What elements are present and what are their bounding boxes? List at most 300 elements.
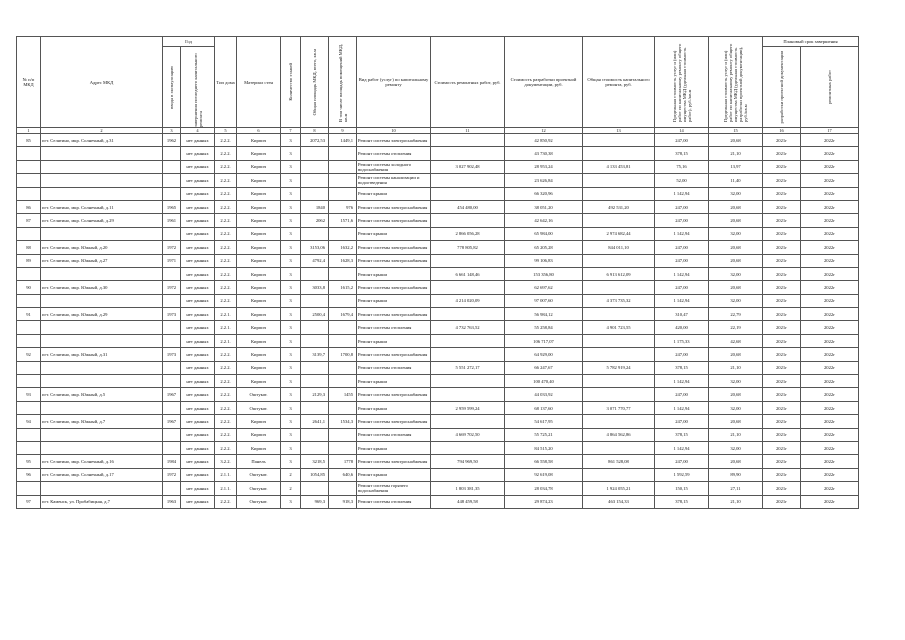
cost-total-cell: 6 913 612,09 (583, 267, 655, 280)
term-work-cell: 2022г (801, 214, 859, 227)
area-living-cell: 1615,2 (329, 281, 357, 294)
row-number-cell (17, 401, 41, 414)
work-type-cell: Ремонт системы холодного водоснабжения (357, 160, 431, 173)
cost-work-cell: 6 661 148,46 (431, 267, 505, 280)
limit-unit-design-cell: 32,00 (709, 187, 763, 200)
limit-unit-work-cell: 378,15 (655, 428, 709, 441)
wall-material-cell: Кирпич (237, 348, 281, 361)
cost-work-cell (431, 415, 505, 428)
cost-design-cell: 100 470,40 (505, 375, 583, 388)
cost-total-cell (583, 415, 655, 428)
address-cell (41, 187, 163, 200)
limit-unit-design-cell: 20,68 (709, 254, 763, 267)
year-repair-cell: нет данных (181, 281, 215, 294)
wall-material-cell: Кирпич (237, 241, 281, 254)
wall-material-cell: Кирпич (237, 134, 281, 147)
work-type-cell: Ремонт системы отопления (357, 361, 431, 374)
row-number-cell (17, 361, 41, 374)
limit-unit-design-cell: 20,68 (709, 214, 763, 227)
area-living-cell (329, 482, 357, 495)
year-built-cell: 1971 (163, 254, 181, 267)
year-built-cell: 1962 (163, 134, 181, 147)
area-total-cell: 3139,7 (301, 348, 329, 361)
year-built-cell (163, 482, 181, 495)
cost-total-cell (583, 187, 655, 200)
limit-unit-design-cell: 22,79 (709, 308, 763, 321)
limit-unit-work-cell: 247,00 (655, 455, 709, 468)
row-number-cell (17, 267, 41, 280)
term-design-cell: 2021г (763, 134, 801, 147)
area-living-cell (329, 174, 357, 187)
work-type-cell: Ремонт системы электроснабжения (357, 241, 431, 254)
limit-unit-design-cell: 22,19 (709, 321, 763, 334)
floors-cell: 3 (281, 361, 301, 374)
cost-total-cell: 1 924 055,21 (583, 482, 655, 495)
limit-unit-design-cell: 21,10 (709, 361, 763, 374)
work-type-cell: Ремонт системы электроснабжения (357, 254, 431, 267)
wall-material-cell: Панель (237, 455, 281, 468)
term-work-cell: 2022г (801, 241, 859, 254)
limit-unit-design-cell: 13,97 (709, 160, 763, 173)
col-year-built-header: ввода в эксплуатацию (163, 47, 181, 128)
cost-work-cell: 4 732 763,52 (431, 321, 505, 334)
cost-total-cell: 3 071 770,77 (583, 401, 655, 414)
cost-total-cell (583, 254, 655, 267)
work-type-cell: Ремонт системы электроснабжения (357, 214, 431, 227)
address-cell (41, 482, 163, 495)
col-work-type-header: Вид работ (услуг) по капитальному ремонту (357, 37, 431, 128)
term-design-cell: 2021г (763, 455, 801, 468)
address-cell: пгт. Селятино, мкр. Южный, д.20 (41, 241, 163, 254)
cost-work-cell (431, 388, 505, 401)
year-built-cell (163, 147, 181, 160)
work-type-cell: Ремонт системы горячего водоснабжения (357, 482, 431, 495)
cost-design-cell: 65 984,00 (505, 227, 583, 240)
term-work-cell: 2022г (801, 160, 859, 173)
term-work-cell: 2022г (801, 361, 859, 374)
col-area-total-header: Общая площадь МКД, всего, кв.м (301, 37, 329, 128)
table-body (17, 134, 859, 509)
row-number-cell: 94 (17, 415, 41, 428)
year-built-cell (163, 361, 181, 374)
area-living-cell: 976 (329, 200, 357, 213)
term-work-cell: 2022г (801, 334, 859, 347)
year-repair-cell: нет данных (181, 214, 215, 227)
area-living-cell: 1700,8 (329, 348, 357, 361)
year-repair-cell: нет данных (181, 348, 215, 361)
cost-total-cell (583, 281, 655, 294)
house-type-cell: 2.2.2. (215, 361, 237, 374)
cost-work-cell (431, 468, 505, 481)
table-row (17, 455, 859, 468)
cost-design-cell: 62 697,62 (505, 281, 583, 294)
limit-unit-work-cell: 1 142,94 (655, 187, 709, 200)
address-cell (41, 401, 163, 414)
address-cell: пгт. Селятино, мкр. Южный, д.7 (41, 415, 163, 428)
area-living-cell (329, 294, 357, 307)
limit-unit-work-cell: 1 592,59 (655, 468, 709, 481)
limit-unit-work-cell: 1 142,94 (655, 441, 709, 454)
year-built-cell (163, 267, 181, 280)
year-built-cell (163, 441, 181, 454)
address-cell (41, 361, 163, 374)
floors-cell: 3 (281, 308, 301, 321)
house-type-cell: 2.2.2. (215, 254, 237, 267)
row-number-cell (17, 160, 41, 173)
wall-material-cell: Оштукат. (237, 495, 281, 508)
cost-design-cell: 99 106,83 (505, 254, 583, 267)
area-living-cell: 918,3 (329, 495, 357, 508)
house-type-cell: 2.2.2. (215, 441, 237, 454)
work-type-cell: Ремонт крыши (357, 441, 431, 454)
term-design-cell: 2021г (763, 495, 801, 508)
limit-unit-design-cell: 21,10 (709, 428, 763, 441)
floors-cell: 3 (281, 160, 301, 173)
column-number-cell: 10 (357, 128, 431, 134)
table-row (17, 254, 859, 267)
work-type-cell: Ремонт крыши (357, 294, 431, 307)
house-type-cell: 2.2.2. (215, 375, 237, 388)
limit-unit-work-cell: 52,00 (655, 174, 709, 187)
wall-material-cell: Кирпич (237, 227, 281, 240)
address-cell: пгт. Селятино, мкр. Южный, д.30 (41, 281, 163, 294)
area-total-cell: 2062 (301, 214, 329, 227)
table-row (17, 388, 859, 401)
address-cell: пгт. Селятино, мкр. Южный, д.27 (41, 254, 163, 267)
year-repair-cell: нет данных (181, 254, 215, 267)
area-living-cell (329, 441, 357, 454)
row-number-cell: 91 (17, 308, 41, 321)
area-living-cell (329, 321, 357, 334)
limit-unit-work-cell: 1 142,94 (655, 227, 709, 240)
address-cell: пгт. Селятино, мкр. Южный, д.5 (41, 388, 163, 401)
cost-total-cell (583, 174, 655, 187)
limit-unit-work-cell: 1 142,94 (655, 294, 709, 307)
area-total-cell (301, 482, 329, 495)
col-house-type-header: Тип дома (215, 37, 237, 128)
table-row (17, 200, 859, 213)
cost-total-cell (583, 388, 655, 401)
area-total-cell (301, 174, 329, 187)
house-type-cell: 2.1.1. (215, 482, 237, 495)
floors-cell: 3 (281, 187, 301, 200)
term-design-cell: 2021г (763, 468, 801, 481)
year-repair-cell: нет данных (181, 267, 215, 280)
floors-cell: 3 (281, 281, 301, 294)
area-total-cell (301, 441, 329, 454)
area-living-cell: 1628,3 (329, 254, 357, 267)
limit-unit-design-cell: 20,68 (709, 200, 763, 213)
limit-unit-work-cell: 1 142,94 (655, 267, 709, 280)
cost-design-cell: 65 205,28 (505, 241, 583, 254)
row-number-cell (17, 334, 41, 347)
cost-design-cell: 54 617,95 (505, 415, 583, 428)
year-built-cell: 1967 (163, 388, 181, 401)
cost-work-cell (431, 174, 505, 187)
area-living-cell (329, 147, 357, 160)
wall-material-cell: Кирпич (237, 415, 281, 428)
area-total-cell (301, 267, 329, 280)
house-type-cell: 2.2.1. (215, 334, 237, 347)
term-work-cell: 2022г (801, 174, 859, 187)
area-living-cell: 640,6 (329, 468, 357, 481)
year-repair-cell: нет данных (181, 334, 215, 347)
cost-design-cell: 28 034,78 (505, 482, 583, 495)
wall-material-cell: Кирпич (237, 267, 281, 280)
row-number-cell: 88 (17, 241, 41, 254)
cost-total-cell (583, 134, 655, 147)
capital-repair-table (16, 36, 859, 509)
year-built-cell (163, 334, 181, 347)
cost-work-cell: 2 866 056,28 (431, 227, 505, 240)
year-built-cell: 1961 (163, 214, 181, 227)
area-total-cell (301, 147, 329, 160)
cost-work-cell (431, 348, 505, 361)
cost-work-cell: 5 551 272,17 (431, 361, 505, 374)
address-cell: пгт. Селятино, мкр. Солнечный, д.31 (41, 134, 163, 147)
cost-work-cell (431, 334, 505, 347)
row-number-cell: 86 (17, 200, 41, 213)
work-type-cell: Ремонт системы отопления (357, 147, 431, 160)
term-design-cell: 2021г (763, 415, 801, 428)
col-area-living-header: В том числе площадь помещений МКД, кв.м (329, 37, 357, 128)
work-type-cell: Ремонт системы электроснабжения (357, 281, 431, 294)
wall-material-cell: Кирпич (237, 428, 281, 441)
cost-total-cell: 4 864 562,86 (583, 428, 655, 441)
cost-work-cell (431, 147, 505, 160)
table-row (17, 428, 859, 441)
term-work-cell: 2022г (801, 375, 859, 388)
year-built-cell (163, 294, 181, 307)
term-work-cell: 2022г (801, 308, 859, 321)
column-number-cell: 3 (163, 128, 181, 134)
cost-design-cell: 44 033,92 (505, 388, 583, 401)
limit-unit-design-cell: 20,68 (709, 134, 763, 147)
row-number-cell: 95 (17, 455, 41, 468)
limit-unit-design-cell: 20,68 (709, 415, 763, 428)
table-row (17, 147, 859, 160)
limit-unit-work-cell: 378,15 (655, 147, 709, 160)
column-number-cell: 8 (301, 128, 329, 134)
cost-design-cell: 55 258,84 (505, 321, 583, 334)
term-work-cell: 2022г (801, 428, 859, 441)
cost-design-cell: 38 051,20 (505, 200, 583, 213)
house-type-cell: 2.2.2. (215, 160, 237, 173)
work-type-cell: Ремонт системы электроснабжения (357, 308, 431, 321)
limit-unit-work-cell: 378,15 (655, 495, 709, 508)
area-total-cell (301, 401, 329, 414)
floors-cell: 3 (281, 134, 301, 147)
area-total-cell (301, 227, 329, 240)
term-design-cell: 2021г (763, 147, 801, 160)
work-type-cell: Ремонт системы электроснабжения (357, 134, 431, 147)
wall-material-cell: Оштукат. (237, 388, 281, 401)
term-design-cell: 2021г (763, 348, 801, 361)
term-design-cell: 2021г (763, 294, 801, 307)
work-type-cell: Ремонт системы электроснабжения (357, 388, 431, 401)
year-repair-cell: нет данных (181, 200, 215, 213)
area-total-cell: 2641,1 (301, 415, 329, 428)
house-type-cell: 2.2.2. (215, 214, 237, 227)
col-floors-header: Количество этажей (281, 37, 301, 128)
limit-unit-design-cell: 42,68 (709, 334, 763, 347)
area-living-cell: 1455 (329, 388, 357, 401)
cost-total-cell (583, 214, 655, 227)
area-total-cell: 3218,5 (301, 455, 329, 468)
address-cell (41, 441, 163, 454)
col-term-group-header: Плановый срок завершения (763, 37, 859, 47)
row-number-cell: 96 (17, 468, 41, 481)
cost-total-cell: 4 901 723,55 (583, 321, 655, 334)
house-type-cell: 2.2.2. (215, 428, 237, 441)
row-number-cell (17, 375, 41, 388)
work-type-cell: Ремонт системы электроснабжения (357, 415, 431, 428)
area-living-cell: 1778 (329, 455, 357, 468)
cost-total-cell: 861 528,08 (583, 455, 655, 468)
year-repair-cell: нет данных (181, 160, 215, 173)
row-number-cell: 92 (17, 348, 41, 361)
area-living-cell: 1679,4 (329, 308, 357, 321)
area-living-cell (329, 375, 357, 388)
row-number-cell (17, 147, 41, 160)
floors-cell: 3 (281, 348, 301, 361)
floors-cell: 3 (281, 415, 301, 428)
col-year-group-header: Год (163, 37, 215, 47)
cost-design-cell: 92 619,08 (505, 468, 583, 481)
year-repair-cell: нет данных (181, 321, 215, 334)
row-number-cell (17, 227, 41, 240)
term-work-cell: 2022г (801, 348, 859, 361)
year-built-cell (163, 321, 181, 334)
area-living-cell (329, 334, 357, 347)
work-type-cell: Ремонт системы электроснабжения (357, 348, 431, 361)
year-repair-cell: нет данных (181, 482, 215, 495)
year-built-cell (163, 227, 181, 240)
cost-work-cell: 1 803 381,35 (431, 482, 505, 495)
row-number-cell: 90 (17, 281, 41, 294)
column-number-cell: 11 (431, 128, 505, 134)
floors-cell: 3 (281, 241, 301, 254)
area-living-cell (329, 160, 357, 173)
table-row (17, 281, 859, 294)
col-wall-material-header: Материал стен (237, 37, 281, 128)
floors-cell: 3 (281, 495, 301, 508)
table-row (17, 482, 859, 495)
address-cell: пгт. Селятино, мкр. Солнечный, д.29 (41, 214, 163, 227)
cost-total-cell: 844 011,10 (583, 241, 655, 254)
table-row (17, 375, 859, 388)
term-design-cell: 2021г (763, 334, 801, 347)
cost-total-cell: 2 974 682,44 (583, 227, 655, 240)
term-work-cell: 2022г (801, 294, 859, 307)
limit-unit-work-cell: 247,00 (655, 388, 709, 401)
table-row (17, 227, 859, 240)
year-repair-cell: нет данных (181, 495, 215, 508)
term-design-cell: 2021г (763, 308, 801, 321)
col-term-design-header: разработки проектной документации (763, 47, 801, 128)
area-total-cell (301, 187, 329, 200)
term-design-cell: 2021г (763, 281, 801, 294)
column-number-cell: 16 (763, 128, 801, 134)
cost-work-cell (431, 134, 505, 147)
term-work-cell: 2022г (801, 415, 859, 428)
house-type-cell: 2.2.2. (215, 348, 237, 361)
floors-cell: 3 (281, 321, 301, 334)
limit-unit-work-cell: 75,16 (655, 160, 709, 173)
column-number-cell: 5 (215, 128, 237, 134)
year-repair-cell: нет данных (181, 375, 215, 388)
table-row (17, 134, 859, 147)
house-type-cell: 2.2.1. (215, 321, 237, 334)
house-type-cell: 2.2.2. (215, 388, 237, 401)
cost-work-cell (431, 254, 505, 267)
floors-cell: 3 (281, 334, 301, 347)
row-number-cell (17, 294, 41, 307)
work-type-cell: Ремонт крыши (357, 227, 431, 240)
floors-cell: 3 (281, 455, 301, 468)
term-work-cell: 2022г (801, 388, 859, 401)
limit-unit-work-cell: 378,15 (655, 361, 709, 374)
term-design-cell: 2021г (763, 482, 801, 495)
address-cell (41, 375, 163, 388)
area-living-cell (329, 227, 357, 240)
limit-unit-design-cell: 20,68 (709, 388, 763, 401)
row-number-cell: 93 (17, 388, 41, 401)
wall-material-cell: Кирпич (237, 254, 281, 267)
year-repair-cell: нет данных (181, 134, 215, 147)
cost-work-cell (431, 441, 505, 454)
col-cost-total-header: Общая стоимость капитального ремонта, руб. (583, 37, 655, 128)
row-number-cell (17, 441, 41, 454)
cost-total-cell (583, 441, 655, 454)
wall-material-cell: Кирпич (237, 187, 281, 200)
cost-work-cell: 4 214 020,09 (431, 294, 505, 307)
term-design-cell: 2021г (763, 375, 801, 388)
work-type-cell: Ремонт крыши (357, 401, 431, 414)
area-total-cell: 3033,8 (301, 281, 329, 294)
term-work-cell: 2022г (801, 281, 859, 294)
year-repair-cell: нет данных (181, 415, 215, 428)
cost-work-cell (431, 281, 505, 294)
table-row (17, 348, 859, 361)
col-year-repair-header: завершения последнего капитального ремонта (181, 47, 215, 128)
floors-cell: 3 (281, 388, 301, 401)
area-total-cell (301, 428, 329, 441)
limit-unit-work-cell: 1 175,33 (655, 334, 709, 347)
year-repair-cell: нет данных (181, 401, 215, 414)
term-design-cell: 2021г (763, 267, 801, 280)
limit-unit-work-cell: 247,00 (655, 348, 709, 361)
floors-cell: 3 (281, 401, 301, 414)
limit-unit-design-cell: 32,00 (709, 401, 763, 414)
term-work-cell: 2022г (801, 321, 859, 334)
year-repair-cell: нет данных (181, 361, 215, 374)
area-total-cell (301, 361, 329, 374)
area-total-cell: 2072,53 (301, 134, 329, 147)
limit-unit-design-cell: 21,10 (709, 495, 763, 508)
row-number-cell (17, 428, 41, 441)
address-cell: пгт. Селятино, мкр. Южный, д.29 (41, 308, 163, 321)
wall-material-cell: Оштукат. (237, 401, 281, 414)
wall-material-cell: Кирпич (237, 214, 281, 227)
term-work-cell: 2022г (801, 227, 859, 240)
cost-design-cell: 23 626,84 (505, 174, 583, 187)
column-number-cell: 6 (237, 128, 281, 134)
column-number-cell: 7 (281, 128, 301, 134)
year-built-cell: 1972 (163, 281, 181, 294)
wall-material-cell: Кирпич (237, 200, 281, 213)
work-type-cell: Ремонт системы отопления (357, 321, 431, 334)
